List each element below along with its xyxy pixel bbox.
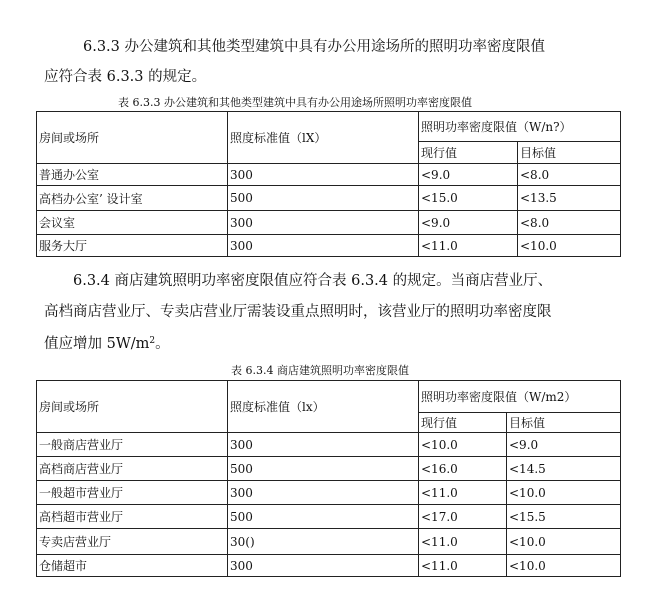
table-row xyxy=(37,235,621,257)
current-cell: <10.0 xyxy=(419,433,507,457)
current-cell: <11.0 xyxy=(419,481,507,505)
table-row xyxy=(37,211,621,235)
table-6-3-4 xyxy=(36,380,621,577)
target-cell: <10.0 xyxy=(507,481,621,505)
lux-cell: 300 xyxy=(228,211,419,235)
table-row xyxy=(37,433,621,457)
table-6-3-4-caption: 表 6.3.4 商店建筑照明功率密度限值 xyxy=(231,364,409,377)
current-cell: <11.0 xyxy=(419,555,507,577)
table-6-3-3-caption: 表 6.3.3 办公建筑和其他类型建筑中具有办公用途场所照明功率密度限值 xyxy=(118,96,472,109)
lux-cell: 500 xyxy=(228,505,419,529)
section-6-3-3-line-2: 应符合表 6.3.3 的规定。 xyxy=(44,69,207,85)
section-6-3-4-line-2: 高档商店营业厅、专卖店营业厅需装设重点照明时，该营业厅的照明功率密度限 xyxy=(44,304,552,320)
header-room: 房间或场所 xyxy=(37,112,228,164)
lux-cell: 300 xyxy=(228,481,419,505)
lux-cell: 300 xyxy=(228,433,419,457)
room-cell: 一般超市营业厅 xyxy=(37,481,228,505)
room-cell: 服务大厅 xyxy=(37,235,228,257)
lux-cell: 500 xyxy=(228,186,419,211)
header-illuminance: 照度标准值（lx） xyxy=(228,381,419,433)
line-3-prefix: 值应增加 5W/m xyxy=(44,336,150,352)
current-cell: <9.0 xyxy=(419,164,518,186)
table-row xyxy=(37,164,621,186)
header-illuminance: 照度标准值（lX） xyxy=(228,112,419,164)
room-cell: 普通办公室 xyxy=(37,164,228,186)
target-cell: <8.0 xyxy=(518,164,621,186)
header-room: 房间或场所 xyxy=(37,381,228,433)
room-cell: 会议室 xyxy=(37,211,228,235)
target-cell: <10.0 xyxy=(518,235,621,257)
table-6-3-3 xyxy=(36,111,621,257)
header-lpd: 照明功率密度限值（W/m2） xyxy=(419,381,621,413)
target-cell: <13.5 xyxy=(518,186,621,211)
current-cell: <17.0 xyxy=(419,505,507,529)
target-cell: <15.5 xyxy=(507,505,621,529)
room-cell: 仓储超市 xyxy=(37,555,228,577)
current-cell: <11.0 xyxy=(419,529,507,555)
lux-cell: 30() xyxy=(228,529,419,555)
room-cell: 高档商店营业厅 xyxy=(37,457,228,481)
target-cell: <10.0 xyxy=(507,529,621,555)
current-cell: <15.0 xyxy=(419,186,518,211)
room-cell: 高档办公室’ 设计室 xyxy=(37,186,228,211)
header-current: 现行值 xyxy=(419,142,518,164)
target-cell: <14.5 xyxy=(507,457,621,481)
header-lpd: 照明功率密度限值（W/n?） xyxy=(419,112,621,142)
table-row xyxy=(37,505,621,529)
header-current: 现行值 xyxy=(419,413,507,433)
current-cell: <11.0 xyxy=(419,235,518,257)
table-row xyxy=(37,529,621,555)
table-row xyxy=(37,481,621,505)
target-cell: <10.0 xyxy=(507,555,621,577)
line-3-suffix: 。 xyxy=(155,336,170,352)
lux-cell: 500 xyxy=(228,457,419,481)
section-6-3-4-line-3 xyxy=(44,335,170,353)
header-target: 目标值 xyxy=(507,413,621,433)
current-cell: <16.0 xyxy=(419,457,507,481)
header-target: 目标值 xyxy=(518,142,621,164)
room-cell: 专卖店营业厅 xyxy=(37,529,228,555)
table-row xyxy=(37,555,621,577)
current-cell: <9.0 xyxy=(419,211,518,235)
target-cell: <9.0 xyxy=(507,433,621,457)
lux-cell: 300 xyxy=(228,555,419,577)
table-row xyxy=(37,186,621,211)
target-cell: <8.0 xyxy=(518,211,621,235)
lux-cell: 300 xyxy=(228,164,419,186)
room-cell: 一般商店营业厅 xyxy=(37,433,228,457)
line-3-superscript: 2 xyxy=(149,336,156,346)
table-row xyxy=(37,457,621,481)
section-6-3-4-line-1: 6.3.4 商店建筑照明功率密度限值应符合表 6.3.4 的规定。当商店营业厅、 xyxy=(73,273,553,289)
section-6-3-3-line-1: 6.3.3 办公建筑和其他类型建筑中具有办公用途场所的照明功率密度限值 xyxy=(83,39,546,55)
room-cell: 高档超市营业厅 xyxy=(37,505,228,529)
lux-cell: 300 xyxy=(228,235,419,257)
